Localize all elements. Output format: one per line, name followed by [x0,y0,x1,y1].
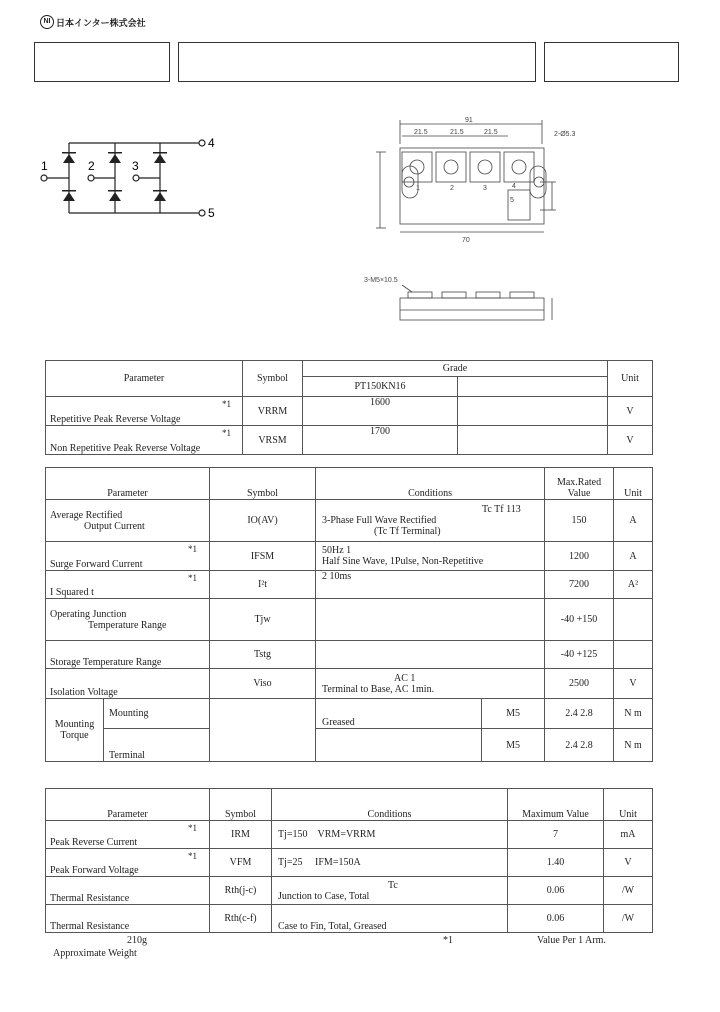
t2-header-value: Max.Rated Value [545,468,614,500]
t2-torque-symbol [210,699,316,762]
t2-row1-symbol: IO(AV) [210,500,316,542]
t2-row3-cond: 2 10ms [316,571,545,599]
t2-row5-param: Storage Temperature Range [46,641,210,669]
footnote-mark: *1 [443,935,453,946]
dim-70: 70 [462,237,470,244]
t2-row3-param: *1 I Squared t [46,571,210,599]
circuit-diagram [36,128,226,228]
t1-grade-blank [458,377,608,397]
table-row [46,599,653,641]
t2-row2-unit: A [614,542,653,571]
t3-row1-cond: Tj=150 VRM=VRRM [272,821,508,849]
t2-row1-cond: Tc Tf 113 3-Phase Full Wave Rectified (Tc Tf Terminal) [316,500,545,542]
t3-row4-unit: /W [604,905,653,933]
t1-header-grade: Grade [303,361,608,377]
t2-row2-cond: 50Hz 1 Half Sine Wave, 1Pulse, Non-Repetitive [316,542,545,571]
dim-screws: 3-M5×10.5 [364,277,398,284]
t2-header-parameter: Parameter [46,468,210,500]
t1-row1-symbol: VRRM [243,397,303,426]
t3-header-conditions: Conditions [272,789,508,821]
header-box-right [544,42,679,82]
pin-4-label: 4 [512,183,516,190]
table-row [46,397,653,426]
t3-row1-param: *1 Peak Reverse Current [46,821,210,849]
t3-header-unit: Unit [604,789,653,821]
t1-row2-param: *1 Non Repetitive Peak Reverse Voltage [46,426,243,455]
t2-row4-unit [614,599,653,641]
table-row [46,849,653,877]
t2-row6-param: Isolation Voltage [46,669,210,699]
t2-torque-value-1: 2.4 2.8 [545,699,614,729]
t2-row1-param: Average Rectified Output Current [46,500,210,542]
t3-row2-value: 1.40 [508,849,604,877]
t2-row6-value: 2500 [545,669,614,699]
t2-row1-unit: A [614,500,653,542]
t2-torque-part-2: Terminal [104,729,210,762]
table-row [46,729,653,762]
t1-header-parameter: Parameter [46,361,243,397]
t3-row3-cond: Tc Junction to Case, Total [272,877,508,905]
table-row [46,571,653,599]
footnote-text: Value Per 1 Arm. [537,935,606,946]
t2-row2-value: 1200 [545,542,614,571]
outline-drawing-side [362,270,582,332]
t2-header-unit: Unit [614,468,653,500]
t3-row3-unit: /W [604,877,653,905]
terminal-4-label: 4 [208,136,215,150]
t2-row1-value: 150 [545,500,614,542]
t1-header-unit: Unit [608,361,653,397]
t3-row3-param: Thermal Resistance [46,877,210,905]
t2-header-conditions: Conditions [316,468,545,500]
table-row [46,641,653,669]
t3-row1-unit: mA [604,821,653,849]
dim-pitch-1: 21.5 [414,129,428,136]
t2-row6-unit: V [614,669,653,699]
t3-row2-symbol: VFM [210,849,272,877]
t3-row1-value: 7 [508,821,604,849]
t1-header-symbol: Symbol [243,361,303,397]
weight-value: 210g [127,935,147,946]
t2-row4-cond [316,599,545,641]
table-row [46,699,653,729]
t2-row5-cond [316,641,545,669]
t3-row2-cond: Tj=25 IFM=150A [272,849,508,877]
t2-row6-cond: AC 1 Terminal to Base, AC 1min. [316,669,545,699]
t3-row3-value: 0.06 [508,877,604,905]
pin-1-label: 1 [416,185,420,192]
table-row [46,877,653,905]
weight-label: Approximate Weight [53,948,137,959]
terminal-2-label: 2 [88,159,95,173]
table-row [46,821,653,849]
t2-row5-unit [614,641,653,669]
t1-row1-blank [458,397,608,426]
t2-torque-screw-2: M5 [482,729,545,762]
t1-row1-param: *1 Repetitive Peak Reverse Voltage [46,397,243,426]
t3-row4-param: Thermal Resistance [46,905,210,933]
t3-row2-param: *1 Peak Forward Voltage [46,849,210,877]
logo-mark: NI [40,15,54,29]
t3-row4-cond: Case to Fin, Total, Greased [272,905,508,933]
table-row [46,669,653,699]
t3-row1-symbol: IRM [210,821,272,849]
table-row [46,500,653,542]
t1-row2-value: 1700 [303,426,458,455]
pin-5-label: 5 [510,197,514,204]
dim-pitch-2: 21.5 [450,129,464,136]
t2-row3-value: 7200 [545,571,614,599]
t3-header-value: Maximum Value [508,789,604,821]
t2-torque-part-1: Mounting [104,699,210,729]
t1-row2-unit: V [608,426,653,455]
t2-torque-unit-2: N m [614,729,653,762]
t2-row3-symbol: I²t [210,571,316,599]
t2-row5-value: -40 +125 [545,641,614,669]
terminal-5-label: 5 [208,206,215,220]
t2-row3-unit: A² [614,571,653,599]
characteristics-table [45,788,653,933]
pin-3-label: 3 [483,185,487,192]
t1-row2-blank [458,426,608,455]
t2-row4-param: Operating Junction Temperature Range [46,599,210,641]
header-box-center [178,42,536,82]
t2-row6-symbol: Viso [210,669,316,699]
t3-row4-value: 0.06 [508,905,604,933]
table-row [46,542,653,571]
t3-header-symbol: Symbol [210,789,272,821]
table-row [46,426,653,455]
t2-row2-symbol: IFSM [210,542,316,571]
header-box-left [34,42,170,82]
dim-length: 91 [465,117,473,124]
t3-row2-unit: V [604,849,653,877]
grade-table [45,360,653,455]
t2-row4-value: -40 +150 [545,599,614,641]
t1-row2-symbol: VRSM [243,426,303,455]
t3-row4-symbol: Rth(c-f) [210,905,272,933]
t2-row4-symbol: Tjw [210,599,316,641]
dim-holes: 2-Ø5.3 [554,131,576,138]
dim-pitch-3: 21.5 [484,129,498,136]
t1-row1-unit: V [608,397,653,426]
table-row [46,905,653,933]
t2-torque-cond-1: Greased [316,699,482,729]
t2-torque-label: Mounting Torque [46,699,104,762]
t2-row5-symbol: Tstg [210,641,316,669]
company-logo [40,15,146,29]
max-ratings-table [45,467,653,762]
pin-2-label: 2 [450,185,454,192]
t3-header-parameter: Parameter [46,789,210,821]
t2-row2-param: *1 Surge Forward Current [46,542,210,571]
t2-torque-screw-1: M5 [482,699,545,729]
t1-grade-name: PT150KN16 [303,377,458,397]
outline-drawing-top [362,110,582,250]
t2-header-symbol: Symbol [210,468,316,500]
t3-row3-symbol: Rth(j-c) [210,877,272,905]
t2-torque-cond-2 [316,729,482,762]
terminal-3-label: 3 [132,159,139,173]
t2-torque-unit-1: N m [614,699,653,729]
terminal-1-label: 1 [41,159,48,173]
t1-row1-value: 1600 [303,397,458,426]
t2-torque-value-2: 2.4 2.8 [545,729,614,762]
company-name: 日本インター株式会社 [56,17,146,28]
